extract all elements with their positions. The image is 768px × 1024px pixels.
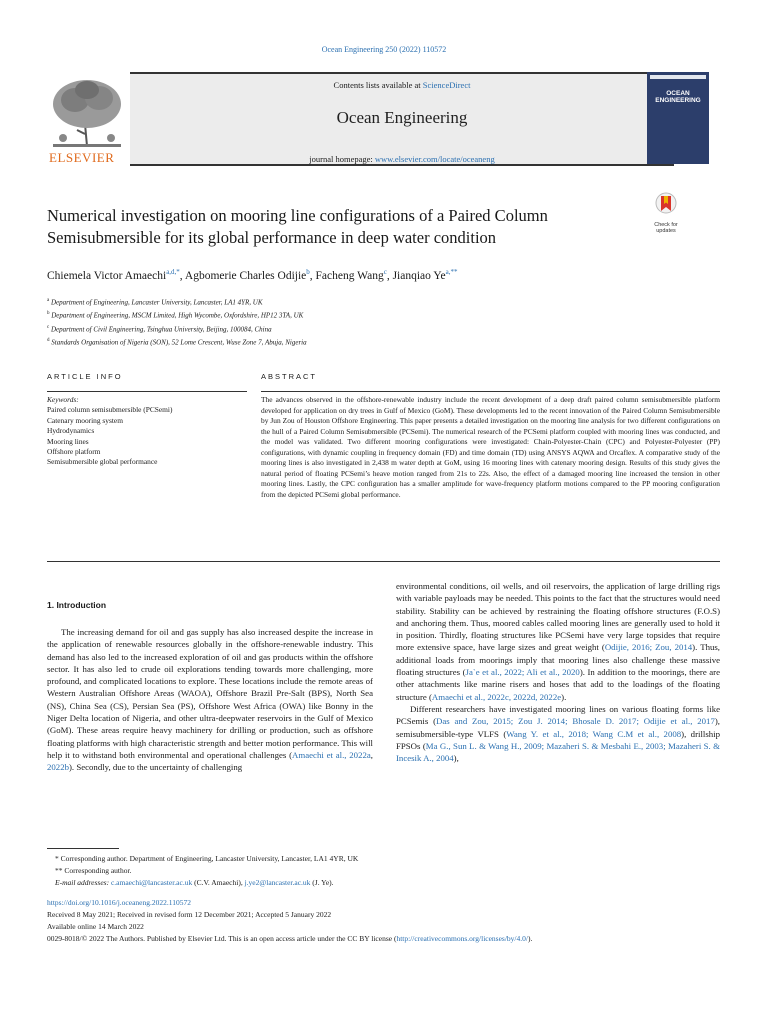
- corresponding-author-2: ** Corresponding author.: [55, 866, 132, 875]
- paragraph-text: ), drillship FPSOs (: [396, 728, 720, 751]
- available-online: Available online 14 March 2022: [47, 922, 144, 931]
- doi-link[interactable]: https://doi.org/10.1016/j.oceaneng.2022.110572: [47, 898, 191, 907]
- author-name[interactable]: Chiemela Victor Amaechi: [47, 269, 167, 282]
- affiliation-marker: c: [47, 324, 50, 330]
- affiliation-item: [47, 322, 727, 335]
- homepage-prefix: journal homepage:: [309, 154, 375, 164]
- sciencedirect-link[interactable]: ScienceDirect: [422, 80, 471, 90]
- email-owner: (C.V. Amaechi),: [192, 878, 245, 887]
- affiliation-text: Department of Engineering, Lancaster University, Lancaster, LA1 4YR, UK: [50, 298, 263, 307]
- copyright-line: [47, 933, 737, 945]
- contents-prefix: Contents lists available at: [333, 80, 423, 90]
- journal-homepage-link[interactable]: www.elsevier.com/locate/oceaneng: [374, 154, 495, 164]
- received-dates: Received 8 May 2021; Received in revised form 12 December 2021; Accepted 5 January 2022: [47, 910, 332, 919]
- citation-link[interactable]: Amaechi et al., 2022a: [292, 749, 371, 760]
- author-separator: ,: [386, 269, 393, 282]
- keywords-block: [47, 395, 247, 468]
- license-link[interactable]: http://creativecommons.org/licenses/by/4.0/: [396, 934, 528, 943]
- bookmark-icon: [655, 192, 677, 216]
- journal-title: Ocean Engineering: [336, 108, 468, 127]
- email-link-ye[interactable]: j.ye2@lancaster.ac.uk: [244, 878, 311, 887]
- journal-cover-image: [647, 72, 709, 164]
- citation-link[interactable]: Amaechi et al., 2022c, 2022d, 2022e: [431, 691, 562, 702]
- author-affiliation-marker[interactable]: a,**: [445, 268, 458, 276]
- paragraph-text: ), semisubmersible-type VLFS (: [396, 716, 720, 739]
- author-affiliation-marker[interactable]: b: [306, 268, 310, 276]
- citation-link[interactable]: 2022b: [47, 762, 69, 773]
- intro-paragraph-2: [396, 703, 720, 764]
- copyright-end: ).: [527, 934, 533, 943]
- intro-paragraph-1-continued: [396, 580, 720, 703]
- header-band: [130, 72, 674, 166]
- left-column: [47, 626, 373, 774]
- citation-link[interactable]: Das and Zou, 2015; Zou J. 2014; Bhosale D. 2017; Odijie et al., 2017: [436, 716, 715, 727]
- affiliation-list: [47, 295, 727, 348]
- keyword-item: Offshore platform: [47, 447, 101, 457]
- keywords-label: Keywords:: [47, 395, 79, 404]
- keyword-item: Hydrodynamics: [47, 426, 95, 436]
- affiliation-item: [47, 295, 727, 308]
- affiliation-marker: d: [47, 337, 50, 343]
- paragraph-text: ). Secondly, due to the uncertainty of challenging: [69, 762, 243, 773]
- author-separator: ,: [309, 269, 316, 282]
- footnote-rule: [47, 848, 119, 849]
- homepage-line: [130, 154, 674, 164]
- article-info-rule: [47, 391, 247, 392]
- abstract-bottom-rule: [47, 561, 720, 562]
- keyword-item: Catenary mooring system: [47, 415, 123, 425]
- abstract-rule: [261, 391, 720, 392]
- cover-top-bar: [650, 75, 706, 79]
- email-link-amaechi[interactable]: c.amaechi@lancaster.ac.uk: [110, 878, 193, 887]
- intro-paragraph-1: [47, 626, 373, 774]
- paragraph-text: ). In addition to the moorings, there are other attachments like marine risers and hoses that add to the loadings of the floating structure (: [396, 667, 720, 702]
- author-affiliation-marker[interactable]: a,d,*: [166, 268, 180, 276]
- paragraph-text: ),: [453, 753, 459, 764]
- author-separator: ,: [179, 269, 185, 282]
- right-column: [396, 580, 720, 764]
- abstract-heading: ABSTRACT: [261, 372, 318, 381]
- citation-link[interactable]: Ja`e et al., 2022; Ali et al., 2020: [465, 667, 580, 678]
- keyword-item: Mooring lines: [47, 436, 89, 446]
- check-for-updates-button[interactable]: [648, 192, 684, 232]
- affiliation-marker: a: [47, 298, 50, 303]
- check-updates-label: Check for updates: [654, 222, 678, 234]
- article-title: Numerical investigation on mooring line configurations of a Paired Column Semisubmersible for its global performance in deep water condition: [47, 206, 548, 247]
- introduction-heading: 1. Introduction: [47, 600, 107, 610]
- paragraph-text: The increasing demand for oil and gas supply has also increased despite the increase in the application of renewable resources globally in the offshore-renewable industry. This demand has also led to the increased exploration of oil and gas products within the offshore sector. It has also led to crude oil explorations tending towards more challenging, more profound, and complicated locations to explore. These locations include the remote areas of Western Australian Offshore Areas (WAOA), Offshore Brazil Pre-Salt (BPS), North Sea (NS), China Sea (CS), Persian Sea (PS), Offshore West Africa (OWA) like Bonny in the Niger Delta location of Nigeria, and other ultra-deepwater reservoirs in the Gulf of Mexico (GoM). These areas require heavy machinery for drilling or production, such as offshore floating platforms with high characteristic strength and better motion performance. This will help it to withstand both environmental and operational challenges (: [47, 627, 373, 760]
- author-name[interactable]: Agbomerie Charles Odijie: [184, 269, 307, 282]
- affiliation-item: [47, 335, 727, 348]
- citation-link[interactable]: Odijie, 2016; Zou, 2014: [604, 642, 693, 653]
- corresponding-author-1: * Corresponding author. Department of Engineering, Lancaster University, Lancaster, LA1 4YR, UK: [55, 854, 359, 863]
- author-list: [47, 268, 727, 282]
- citation-link[interactable]: Ma G., Sun L. & Wang H., 2009; Mazaheri S. & Mesbahi E., 2003; Mazaheri S. & Incesik A., 2004: [396, 740, 720, 764]
- journal-citation[interactable]: Ocean Engineering 250 (2022) 110572: [321, 45, 447, 54]
- copyright-text: 0029-8018/© 2022 The Authors. Published by Elsevier Ltd. This is an open access article under the CC BY license (: [47, 934, 397, 943]
- cover-title-line-2: ENGINEERING: [655, 97, 701, 105]
- keywords-list: [47, 405, 247, 467]
- cover-title-line-1: OCEAN: [666, 90, 690, 97]
- citation-link[interactable]: Wang Y. et al., 2018; Wang C.M et al., 2008: [506, 728, 682, 739]
- journal-header: [47, 72, 729, 166]
- keyword-item: Paired column semisubmersible (PCSemi): [47, 405, 173, 415]
- article-info-heading: ARTICLE INFO: [47, 372, 123, 381]
- affiliation-item: [47, 308, 727, 321]
- affiliation-text: Department of Civil Engineering, Tsinghua University, Beijing, 100084, China: [50, 324, 272, 333]
- email-owner: (J. Ye).: [310, 878, 334, 887]
- abstract-text: The advances observed in the offshore-renewable industry include the recent development of a deep draft paired column semisubmersible platform developed for application on dry trees in Gulf of Mexico (GoM). These developments led to the recent innovation of the Paired Column Semisubmersible by Jun Zou of Houston Offshore Engineering. This paper presents a detailed investigation on the mooring line analysis for two different configurations on the hull of a Paired Column Semisubmersible (PCSemi). The numerical research of the PCSemi platform coupled with mooring lines was conducted, and the model was validated. Two different mooring configurations were investigated: Chain-Polyester-Chain (CPC) and Polyester-Polyester (PP) configurations, with dynamic coupling in frequency domain (FD) and time domain (TD) using ANSYS AQWA and Orcaflex. A comparative study of the mooring lines is also investigated in 2,438 m water depth at GoM, using 16 mooring lines with catenary mooring design. Results of this study gives the natural period of floating PCSemi’s heave motion ranged from 21s to 22s. Also, the effect of a damaged mooring line increased the tension in other mooring lines. Lastly, the CPC configuration has a smaller amplitude for wave-frequency platform motions compared to the PP mooring configuration from the depicted PCSemi global performance.: [261, 395, 720, 499]
- email-label: E-mail addresses:: [55, 878, 110, 887]
- author-name[interactable]: Facheng Wang: [315, 269, 384, 282]
- affiliation-text: Standards Organisation of Nigeria (SON), 52 Lome Crescent, Wuse Zone 7, Abuja, Nigeria: [51, 338, 307, 347]
- footnotes: [47, 853, 727, 889]
- paragraph-text: environmental conditions, oil wells, and oil reservoirs, the application of large drilling rigs with variable payloads may be needed. This points to the fact that the structures would need stability. Stability can be achieved by restraining the floating offshore structures (F.O.S) and anchoring them. Thus, moored cables called mooring lines are generally used to hold it in position. Thirdly, floating structures like PCSemi have very large topsides that require more extensive space, have large sizes and great weight (: [396, 581, 720, 653]
- paragraph-text: ,: [370, 749, 373, 760]
- contents-line: [130, 80, 674, 90]
- cover-title: [647, 90, 709, 104]
- paragraph-text: ).: [561, 691, 567, 702]
- author-affiliation-marker[interactable]: c: [383, 268, 387, 276]
- paragraph-text: Different researchers have investigated mooring lines on various floating forms like PCSemis (: [396, 703, 720, 727]
- paragraph-text: ). Thus, additional loads from moorings imply that mooring lines also challenge these massive floating structures (: [396, 642, 720, 678]
- affiliation-marker: b: [47, 311, 50, 317]
- email-addresses: [47, 877, 727, 889]
- keyword-item: Semisubmersible global performance: [47, 457, 158, 467]
- publication-info: [47, 897, 737, 945]
- author-name[interactable]: Jianqiao Ye: [392, 269, 446, 282]
- affiliation-text: Department of Engineering, MSCM Limited, High Wycombe, Oxfordshire, HP12 3TA, UK: [51, 311, 304, 320]
- publisher-name: ELSEVIER: [49, 150, 115, 165]
